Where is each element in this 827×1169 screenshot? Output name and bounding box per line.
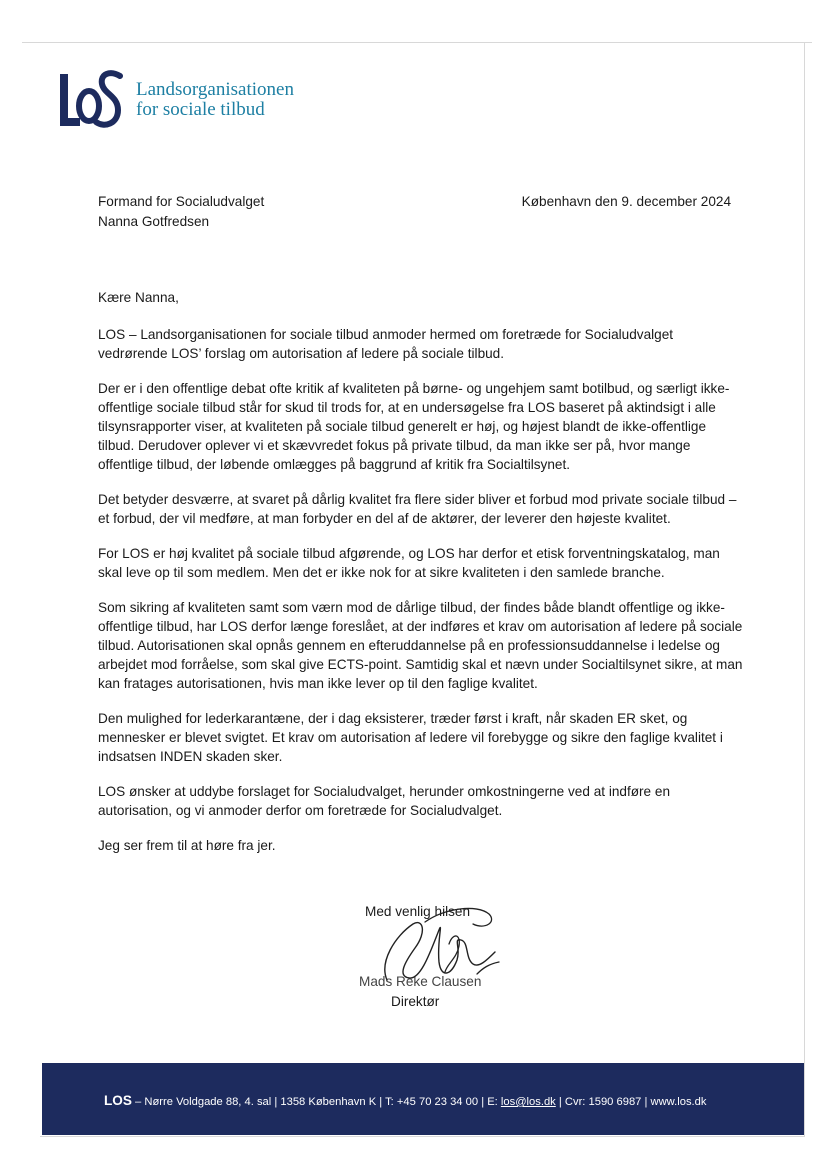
- paragraph-7: LOS ønsker at uddybe forslaget for Socialudvalget, herunder omkostningerne ved at indføre en autorisation, og vi anmoder derfor om foretræde for Socialudvalget.: [98, 784, 671, 818]
- scan-edge-right: [804, 42, 805, 1137]
- paragraph-5: Som sikring af kvaliteten samt som værn mod de dårlige tilbud, der findes både blandt offentlige og ikke-offentlige tilbud, har LOS derfor længe foreslået, at der indføres et krav om autorisation af ledere på sociale tilbud. Autorisationen skal opnås gennem en efteruddannelse på en professionsuddannelse i ledelse og arbejdet mod forråelse, som skal give ECTS-point. Samtidig skal et nævn under Socialtilsynet sikre, at man kan fratages autorisationen, hvis man ikke lever op til den faglige kvalitet.: [98, 600, 743, 691]
- salutation: Kære Nanna,: [98, 290, 179, 305]
- paragraph-3: Det betyder desværre, at svaret på dårlig kvalitet fra flere sider bliver et forbud mod private sociale tilbud – et forbud, der vil medføre, at man forbyder en del af de aktører, der leverer den højeste kvalitet.: [98, 492, 737, 526]
- paragraph-6: Den mulighed for lederkarantæne, der i dag eksisterer, træder først i kraft, når skaden ER sket, og mennesker er blevet svigtet. Et krav om autorisation af ledere vil forebygge og sikre den faglige kvalitet i indsatsen INDEN skaden sker.: [98, 711, 723, 764]
- footer-brand: LOS: [104, 1093, 132, 1108]
- letter-body: [98, 288, 743, 871]
- paragraph-8: Jeg ser frem til at høre fra jer.: [98, 838, 276, 853]
- paragraph-1: LOS – Landsorganisationen for sociale tilbud anmoder hermed om foretræde for Socialudvalget vedrørende LOS’ forslag om autorisation af ledere på sociale tilbud.: [98, 327, 674, 361]
- footer-bar: [42, 1063, 804, 1135]
- los-logo: [56, 68, 316, 138]
- footer-rest: | Cvr: 1590 6987 | www.los.dk: [555, 1096, 707, 1108]
- recipient-title: Formand for Socialudvalget: [98, 194, 265, 209]
- closing: Med venlig hilsen: [365, 904, 471, 919]
- date-line: København den 9. december 2024: [521, 194, 731, 209]
- footer-address: – Nørre Voldgade 88, 4. sal | 1358 København K | T: +45 70 23 34 00 | E:: [131, 1096, 501, 1108]
- scan-edge-top: [22, 42, 812, 43]
- los-logo-mark: [56, 68, 128, 132]
- signatory-name: Mads Reke Clausen: [359, 974, 482, 989]
- scan-edge-bottom: [40, 1136, 805, 1137]
- handwritten-signature: [365, 902, 505, 994]
- paragraph-2: Der er i den offentlige debat ofte kritik af kvaliteten på børne- og ungehjem samt botilbud, og særligt ikke-offentlige sociale tilbud står for skud til trods for, at en undersøgelse fra LOS baseret på aktindsigt i alle tilsynsrapporter viser, at kvaliteten på sociale tilbud generelt er høj, og højest blandt de ikke-offentlige tilbud. Derudover oplever vi et skævvredet fokus på private tilbud, da man ikke ser på, hvor mange offentlige tilbud, der løbende omlægges på baggrund af kritik fra Socialtilsynet.: [98, 381, 730, 472]
- recipient-block: [98, 192, 264, 232]
- footer-email-link[interactable]: los@los.dk: [500, 1096, 556, 1108]
- recipient-name: Nanna Gotfredsen: [98, 214, 210, 229]
- signature-block: [355, 902, 515, 1012]
- paragraph-4: For LOS er høj kvalitet på sociale tilbud afgørende, og LOS har derfor et etisk forventningskatalog, man skal leve op til som medlem. Men det er ikke nok for at sikre kvaliteten i den samlede branche.: [98, 546, 720, 580]
- footer-contact-line: [104, 1093, 706, 1108]
- logo-line-1: Landsorganisationen: [136, 79, 294, 100]
- logo-wordmark: [136, 80, 294, 120]
- signatory-title: Direktør: [391, 994, 440, 1009]
- logo-line-2: for sociale tilbud: [136, 99, 265, 120]
